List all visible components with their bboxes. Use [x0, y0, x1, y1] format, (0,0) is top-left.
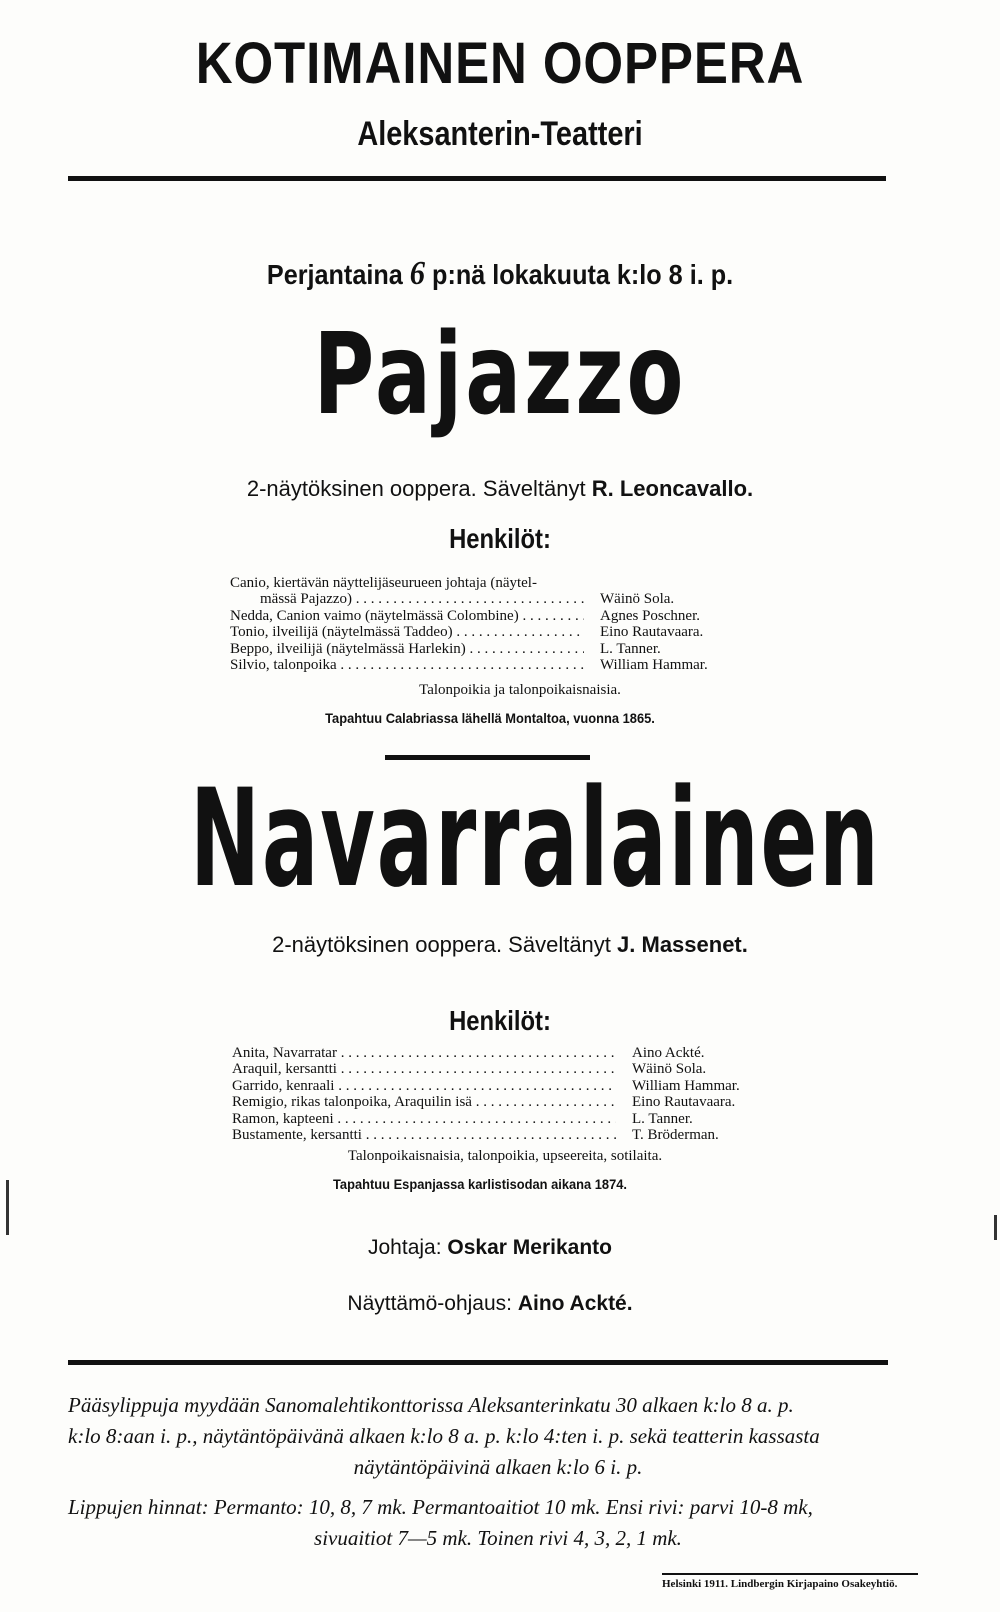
cast-row — [232, 1061, 762, 1077]
opera2-title: Navarralainen — [190, 760, 881, 917]
cast-role: Nedda, Canion vaimo (näytelmässä Colombine) . . . — [230, 608, 584, 624]
opera1-subtitle — [0, 476, 1000, 502]
printer-credit: Helsinki 1911. Lindbergin Kirjapaino Osakeyhtiö. — [662, 1578, 898, 1590]
cast-row — [230, 591, 730, 607]
director-name: Aino Ackté. — [517, 1292, 633, 1315]
cast-row — [232, 1078, 762, 1094]
cast-role: Beppo, ilveilijä (näytelmässä Harlekin) . . . — [230, 641, 584, 657]
cast-row — [230, 624, 730, 640]
cast-singer: T. Bröderman. — [632, 1127, 719, 1144]
opera1-title: Pajazzo — [313, 310, 687, 440]
cast-singer: Eino Rautavaara. — [632, 1094, 736, 1111]
cast-row — [230, 575, 580, 591]
date-day: 6 — [409, 255, 426, 292]
cast-row — [230, 641, 730, 657]
cast-role: Anita, Navarratar . . . — [232, 1045, 616, 1061]
conductor-name: Oskar Merikanto — [447, 1236, 612, 1259]
cast-role: Tonio, ilveilijä (näytelmässä Taddeo) . . . — [230, 624, 584, 640]
cast-row — [230, 608, 730, 624]
opera1-setting: Tapahtuu Calabriassa lähellä Montaltoa, vuonna 1865. — [325, 710, 655, 726]
cast-row — [230, 657, 730, 673]
opera2-subtitle — [10, 932, 1000, 958]
cast-row — [232, 1045, 762, 1061]
conductor-label: Johtaja: — [368, 1236, 442, 1259]
cast-role: Ramon, kapteeni . . . — [232, 1111, 616, 1127]
opera1-subtitle-prefix: 2-näytöksinen ooppera. Säveltänyt — [246, 476, 586, 501]
header-rule — [68, 176, 886, 181]
opera2-cast-heading: Henkilöt: — [449, 1005, 551, 1036]
cast-singer: William Hammar. — [632, 1077, 740, 1094]
cast-role: Bustamente, kersantti . . . — [232, 1127, 616, 1143]
cast-singer: L. Tanner. — [632, 1110, 693, 1127]
prices-line-2: sivuaitiot 7—5 mk. Toinen rivi 4, 3, 2, 1 mk. — [314, 1526, 682, 1550]
cast-singer: Eino Rautavaara. — [600, 624, 704, 641]
opera2-subtitle-prefix: 2-näytöksinen ooppera. Säveltänyt — [272, 932, 611, 957]
theatre-name: Aleksanterin-Teatteri — [357, 115, 643, 153]
conductor-line — [0, 1236, 990, 1260]
opera2-cast-list — [232, 1045, 762, 1143]
opera1-cast-list — [230, 575, 730, 673]
cast-role: mässä Pajazzo) . . . — [260, 591, 584, 607]
director-label: Näyttämö-ohjaus: — [347, 1292, 512, 1315]
cast-row — [232, 1127, 762, 1143]
cast-singer: Agnes Poschner. — [600, 607, 700, 624]
director-line — [0, 1292, 990, 1316]
opera2-setting: Tapahtuu Espanjassa karlistisodan aikana 1874. — [333, 1176, 627, 1192]
scan-mark — [6, 1180, 9, 1235]
cast-singer: William Hammar. — [600, 657, 708, 674]
cast-singer: Wäinö Sola. — [600, 591, 675, 608]
venue-title: KOTIMAINEN OOPPERA — [195, 31, 805, 96]
ticket-line-3: näytäntöpäivinä alkaen k:lo 6 i. p. — [353, 1455, 643, 1479]
opera2-extras: Talonpoikaisnaisia, talonpoikia, upseereita, sotilaita. — [347, 1148, 663, 1164]
cast-singer: L. Tanner. — [600, 640, 661, 657]
printer-rule — [662, 1573, 918, 1575]
cast-row — [232, 1111, 762, 1127]
cast-singer: Aino Ackté. — [632, 1045, 705, 1061]
date-suffix: p:nä lokakuuta k:lo 8 i. p. — [432, 259, 734, 290]
cast-role: Canio, kiertävän näyttelijäseurueen johtaja (näytel- — [230, 575, 537, 591]
prices-line-1: Lippujen hinnat: Permanto: 10, 8, 7 mk. Permantoaitiot 10 mk. Ensi rivi: parvi 10-8 mk, — [68, 1495, 813, 1519]
opera1-composer: R. Leoncavallo. — [591, 476, 754, 501]
cast-row — [232, 1094, 762, 1110]
cast-role: Remigio, rikas talonpoika, Araquilin isä . . . — [232, 1094, 616, 1110]
ticket-line-1: Pääsylippuja myydään Sanomalehtikonttorissa Aleksanterinkatu 30 alkaen k:lo 8 a. p. — [68, 1393, 794, 1417]
date-prefix: Perjantaina — [266, 259, 403, 290]
scan-mark — [994, 1215, 997, 1240]
ticket-prices — [68, 1492, 928, 1554]
footer-rule — [68, 1360, 888, 1365]
ticket-line-2: k:lo 8:aan i. p., näytäntöpäivänä alkaen k:lo 8 a. p. k:lo 4:ten i. p. sekä teatterin kassasta — [68, 1424, 820, 1448]
cast-singer: Wäinö Sola. — [632, 1061, 707, 1078]
cast-role: Garrido, kenraali . . . — [232, 1078, 616, 1094]
opera2-composer: J. Massenet. — [617, 932, 748, 957]
performance-date — [50, 255, 950, 293]
ticket-info — [68, 1390, 928, 1483]
cast-role: Araquil, kersantti . . . — [232, 1061, 616, 1077]
opera1-cast-heading: Henkilöt: — [449, 523, 551, 554]
opera1-extras: Talonpoikia ja talonpoikaisnaisia. — [419, 682, 621, 698]
cast-role: Silvio, talonpoika . . . — [230, 657, 584, 673]
